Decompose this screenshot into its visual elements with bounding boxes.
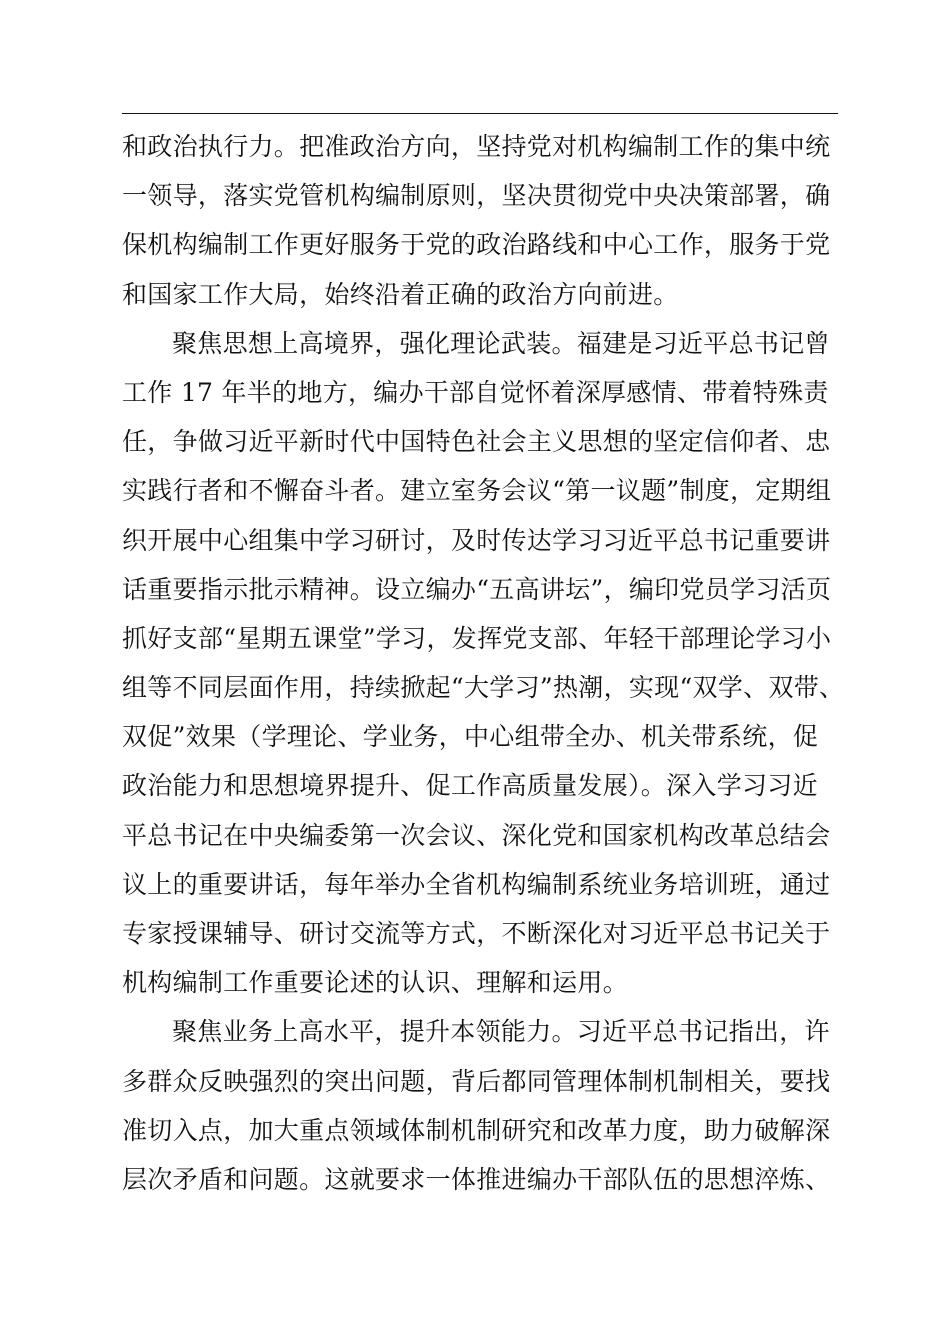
text-line: 政治能力和思想境界提升、促工作高质量发展）。深入学习习近: [122, 771, 818, 801]
text-line: 任，争做习近平新时代中国特色社会主义思想的坚定信仰者、忠: [122, 427, 831, 457]
text-line: 专家授课辅导、研讨交流等方式，不断深化对习近平总书记关于: [122, 919, 831, 948]
text-line: 工作 17 年半的地方，编办干部自觉怀着深厚感情、带着特殊责: [122, 377, 829, 407]
text-line: 准切入点，加大重点领域体制机制研究和改革力度，助力破解深: [122, 1115, 831, 1145]
text-line: 多群众反映强烈的突出问题，背后都同管理体制机制相关，要找: [122, 1066, 831, 1096]
text-line: 聚焦业务上高水平，提升本领能力。习近平总书记指出，许: [172, 1017, 830, 1047]
text-line: 组等不同层面作用，持续掀起“大学习”热潮，实现“双学、双带、: [122, 673, 845, 703]
text-line: 织开展中心组集中学习研讨，及时传达学习习近平总书记重要讲: [122, 525, 831, 555]
text-line: 和国家工作大局，始终沿着正确的政治方向前进。: [122, 279, 679, 309]
text-line: 和政治执行力。把准政治方向，坚持党对机构编制工作的集中统: [122, 132, 831, 161]
text-line: 实践行者和不懈奋斗者。建立室务会议“第一议题”制度，定期组: [122, 476, 832, 506]
text-line: 一领导，落实党管机构编制原则，坚决贯彻党中央决策部署，确: [122, 181, 831, 211]
text-line: 机构编制工作重要论述的认识、理解和运用。: [122, 968, 629, 998]
document-body: [122, 122, 845, 1204]
text-line: 话重要指示批示精神。设立编办“五高讲坛”，编印党员学习活页: [122, 574, 832, 604]
text-line: 议上的重要讲话，每年举办全省机构编制系统业务培训班，通过: [122, 869, 831, 899]
text-line: 平总书记在中央编委第一次会议、深化党和国家机构改革总结会: [122, 820, 831, 850]
text-line: 抓好支部“星期五课堂”学习，发挥党支部、年轻干部理论学习小: [122, 623, 832, 653]
text-line: 双促”效果（学理论、学业务，中心组带全办、机关带系统，促: [122, 722, 819, 752]
text-line: 聚焦思想上高境界，强化理论武装。福建是习近平总书记曾: [172, 328, 830, 358]
header-rule: [122, 113, 838, 114]
text-line: 层次矛盾和问题。这就要求一体推进编办干部队伍的思想淬炼、: [122, 1164, 831, 1194]
text-line: 保机构编制工作更好服务于党的政治路线和中心工作，服务于党: [122, 230, 831, 260]
